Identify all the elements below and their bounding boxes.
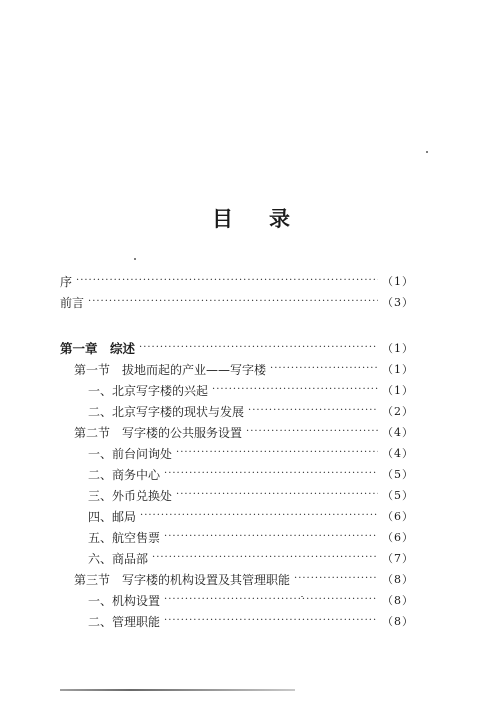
- toc-entry-foreword[interactable]: [60, 293, 414, 311]
- dot-leader: [88, 293, 378, 311]
- toc-entry-label: 二、商务中心: [88, 467, 161, 482]
- dot-leader: [139, 339, 378, 357]
- dot-leader: [212, 381, 378, 399]
- toc-entry-item[interactable]: [88, 591, 414, 609]
- dot-leader: [152, 549, 378, 567]
- dot-leader: [140, 507, 378, 525]
- dot-leader: [164, 591, 378, 609]
- toc-entry-label: 一、前台问询处: [88, 446, 173, 461]
- toc-entry-label: 二、管理职能: [88, 614, 161, 629]
- toc-entry-label: 前言: [60, 295, 85, 310]
- toc-entry-item[interactable]: [88, 612, 414, 630]
- dot-leader: [176, 444, 378, 462]
- scan-artifact-line: [60, 689, 295, 691]
- toc-page-number: （8）: [382, 615, 414, 628]
- dot-leader: [248, 402, 378, 420]
- toc-entry-item[interactable]: [88, 528, 414, 546]
- scan-speck: [426, 151, 428, 153]
- toc-entry-chapter-1[interactable]: [60, 339, 414, 357]
- toc-page-number: （6）: [382, 531, 414, 544]
- dot-leader: [164, 612, 378, 630]
- toc-entry-preface[interactable]: [60, 272, 414, 290]
- toc-page-number: （6）: [382, 510, 414, 523]
- toc-page-number: （5）: [382, 468, 414, 481]
- dot-leader: [176, 486, 378, 504]
- toc-entry-label: 一、机构设置: [88, 593, 161, 608]
- toc-entry-item[interactable]: [88, 507, 414, 525]
- toc-page-number: （7）: [382, 552, 414, 565]
- toc-entry-label: 序: [60, 274, 73, 289]
- dot-leader: [294, 570, 378, 588]
- toc-page-number: （1）: [382, 384, 414, 397]
- dot-leader: [76, 272, 378, 290]
- scan-speck: [301, 596, 303, 597]
- toc-entry-label: 第二节 写字楼的公共服务设置: [74, 425, 243, 440]
- scan-speck: [134, 258, 136, 260]
- toc-entry-label: 二、北京写字楼的现状与发展: [88, 404, 245, 419]
- toc-entry-label: 第一章 综述: [60, 341, 136, 356]
- toc-entry-label: 四、邮局: [88, 509, 137, 524]
- toc-entry-item[interactable]: [88, 465, 414, 483]
- toc-entry-label: 三、外币兑换处: [88, 488, 173, 503]
- page-title-char-1: 目: [212, 207, 235, 231]
- toc-entry-label: 第一节 拔地而起的产业——写字楼: [74, 362, 267, 377]
- toc-page-number: （5）: [382, 489, 414, 502]
- page-title-char-2: 录: [269, 207, 292, 231]
- toc-entry-label: 一、北京写字楼的兴起: [88, 383, 209, 398]
- toc-entry-item[interactable]: [88, 486, 414, 504]
- toc-entry-label: 五、航空售票: [88, 530, 161, 545]
- toc-entry-section-3[interactable]: [74, 570, 414, 588]
- toc-entry-item[interactable]: [88, 381, 414, 399]
- toc-entry-item[interactable]: [88, 549, 414, 567]
- toc-entry-section-1[interactable]: [74, 360, 414, 378]
- toc-page-number: （1）: [382, 363, 414, 376]
- toc-entry-label: 六、商品部: [88, 551, 149, 566]
- toc-entry-item[interactable]: [88, 402, 414, 420]
- dot-leader: [246, 423, 378, 441]
- toc-page-number: （8）: [382, 594, 414, 607]
- toc-entry-section-2[interactable]: [74, 423, 414, 441]
- toc-page-number: （3）: [382, 296, 414, 309]
- dot-leader: [164, 465, 378, 483]
- toc-page-number: （1）: [382, 342, 414, 355]
- toc-page-number: （4）: [382, 447, 414, 460]
- toc-page-number: （4）: [382, 426, 414, 439]
- toc-page-number: （8）: [382, 573, 414, 586]
- dot-leader: [270, 360, 378, 378]
- toc-entry-item[interactable]: [88, 444, 414, 462]
- toc-page-number: （2）: [382, 405, 414, 418]
- dot-leader: [164, 528, 378, 546]
- toc-entry-label: 第三节 写字楼的机构设置及其管理职能: [74, 572, 291, 587]
- toc-page-number: （1）: [382, 275, 414, 288]
